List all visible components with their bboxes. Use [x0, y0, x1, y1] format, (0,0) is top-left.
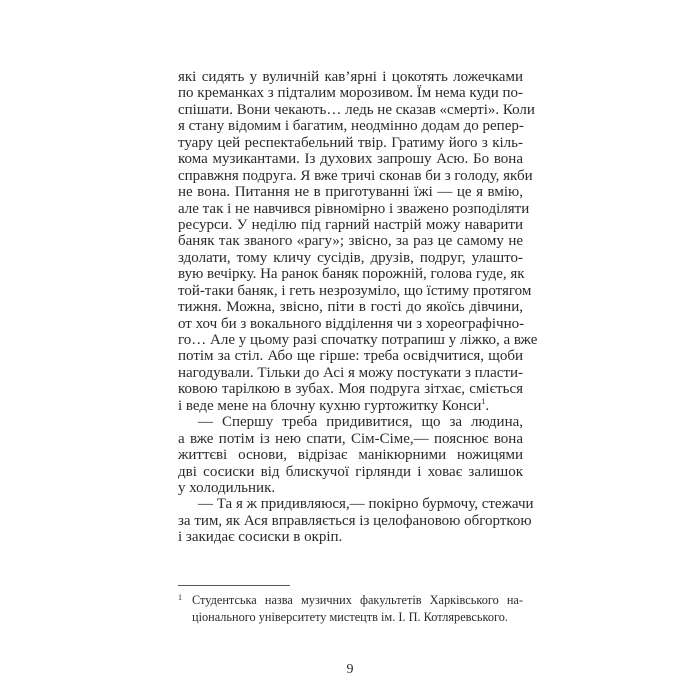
body-text — [178, 69, 538, 546]
page-number: 9 — [346, 662, 354, 677]
text-line: от хоч би з вокального відділення чи з хореографічно- — [178, 315, 525, 332]
text-line: і закидає сосиски в окріп. — [178, 529, 343, 546]
text-line: і веде мене на блочну кухню гуртожитку Конси$^1$. — [178, 396, 490, 414]
text-line: спішати. Вони чекають… ледь не сказав «смерті». Коли — [178, 101, 535, 118]
text-line: здолати, тому кличу сусідів, друзів, подруг, улашто- — [178, 249, 523, 266]
footnote-line: ціонального університету мистецтв ім. І. П. Котляревського. — [192, 610, 508, 624]
text-line: я стану відомим і багатим, неодмінно додам до репер- — [178, 118, 524, 135]
text-line: нагодували. Тільки до Асі я можу постукати з пласти- — [178, 364, 524, 381]
text-line: по креманках з підталим морозивом. Їм нема куди по- — [178, 85, 523, 102]
text-line: справжня подруга. Я вже тричі сконав би з голоду, якби — [178, 167, 533, 184]
text-line: дві сосиски від блискучої гірлянди і ховає залишок — [178, 463, 523, 480]
text-line: го… Але у цьому разі спочатку потрапиш у ліжко, а вже — [178, 332, 538, 348]
text-line: ковою тарілкою в зубах. Моя подруга зітхає, сміється — [178, 381, 523, 398]
text-line: а вже потім із нею спати, Сім-Сіме,— пояснює вона — [178, 430, 523, 447]
text-line: тижня. Можна, звісно, піти в гості до якоїсь дівчини, — [178, 299, 523, 316]
text-line: кома музикантами. Із духових запрошу Асю. Бо вона — [178, 151, 523, 168]
text-line: баняк так званого «рагу»; звісно, за раз це самому не — [178, 233, 523, 250]
text-line: які сидять у вуличній кав’ярні і цокотять ложечками — [178, 69, 523, 85]
text-line: у холодильник. — [178, 479, 276, 496]
footnote-mark: 1 — [178, 593, 182, 602]
text-line: за тим, як Ася вправляється із целофановою обгорткою — [178, 512, 532, 529]
footnote-line — [178, 592, 523, 609]
footnote-divider — [178, 585, 290, 586]
footnote-reference[interactable]: 1 — [481, 396, 486, 406]
text-line: ресурси. У неділю під гарний настрій можу наварити — [178, 216, 523, 233]
footnote — [178, 592, 523, 626]
text-line: той-таки баняк, і геть незрозуміло, що їстиму протягом — [178, 282, 532, 299]
text-line: туару цей респектабельний твір. Гратиму його з кіль- — [178, 134, 523, 151]
text-line: потім за стіл. Або ще гірше: треба освідчитися, щоби — [178, 348, 523, 365]
text-line: не вона. Питання не в приготуванні їжі — це я вмію, — [178, 184, 523, 201]
text-line: вую вечірку. На ранок баняк порожній, голова гуде, як — [178, 266, 525, 283]
text-line: — Та я ж придивляюся,— покірно бурмочу, стежачи — [198, 496, 534, 513]
text-line: життєві основи, відрізає манікюрними ножицями — [178, 447, 523, 464]
footnote-text: Студентська назва музичних факультетів Харківського на- — [192, 593, 523, 607]
text-line: — Спершу треба придивитися, що за людина, — [198, 414, 523, 431]
text-line: але так і не навчився рівномірно і зважено розподіляти — [178, 200, 530, 217]
text-line-content: і веде мене на блочну кухню гуртожитку Конси — [178, 397, 482, 414]
